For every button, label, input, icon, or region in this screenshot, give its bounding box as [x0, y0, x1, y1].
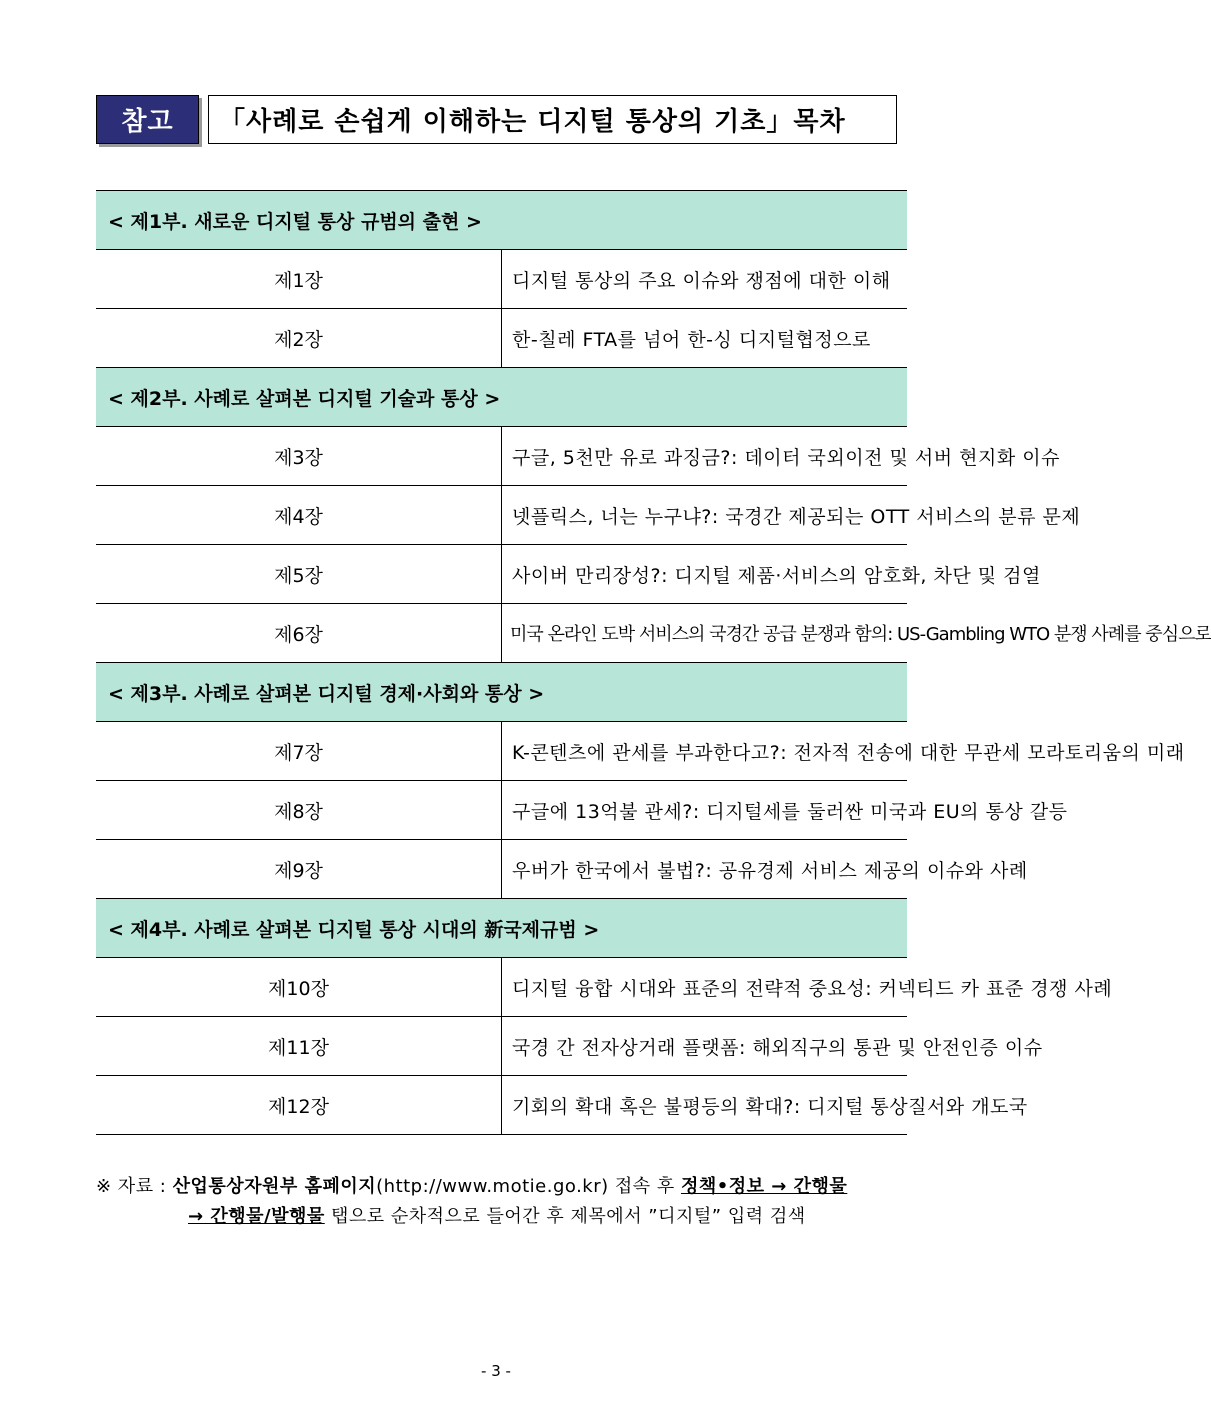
- part-header-row: [96, 663, 907, 722]
- chapter-title: 디지털 융합 시대와 표준의 전략적 중요성: 커넥티드 카 표준 경쟁 사례: [502, 958, 908, 1017]
- page-title: 「사례로 손쉽게 이해하는 디지털 통상의 기초」목차: [208, 95, 897, 144]
- chapter-row: [96, 309, 907, 368]
- chapter-title: K-콘텐츠에 관세를 부과한다고?: 전자적 전송에 대한 무관세 모라토리움의 미래: [502, 722, 908, 781]
- source-org: 산업통상자원부 홈페이지: [172, 1176, 377, 1197]
- chapter-row: [96, 545, 907, 604]
- chapter-number: 제12장: [96, 1076, 502, 1135]
- part-title: < 제4부. 사례로 살펴본 디지털 통상 시대의 新국제규범 >: [96, 899, 907, 958]
- chapter-number: 제7장: [96, 722, 502, 781]
- part-title: < 제2부. 사례로 살펴본 디지털 기술과 통상 >: [96, 368, 907, 427]
- source-mid: 접속 후: [608, 1176, 681, 1197]
- part-header-row: [96, 191, 907, 250]
- chapter-number: 제9장: [96, 840, 502, 899]
- page-number: - 3 -: [481, 1362, 511, 1380]
- part-header-row: [96, 368, 907, 427]
- chapter-row: [96, 958, 907, 1017]
- source-prefix: ※ 자료 :: [96, 1176, 173, 1197]
- reference-badge: 참고: [96, 95, 199, 144]
- chapter-row: [96, 427, 907, 486]
- chapter-number: 제6장: [96, 604, 502, 663]
- part-header-row: [96, 899, 907, 958]
- source-path-1: 정책•정보 → 간행물: [680, 1176, 848, 1197]
- source-suffix: 탭으로 순차적으로 들어간 후 제목에서 ”디지털” 입력 검색: [324, 1206, 806, 1227]
- chapter-row: [96, 840, 907, 899]
- chapter-number: 제2장: [96, 309, 502, 368]
- chapter-title: 디지털 통상의 주요 이슈와 쟁점에 대한 이해: [502, 250, 908, 309]
- chapter-number: 제3장: [96, 427, 502, 486]
- part-title: < 제3부. 사례로 살펴본 디지털 경제·사회와 통상 >: [96, 663, 907, 722]
- chapter-number: 제8장: [96, 781, 502, 840]
- chapter-title: 기회의 확대 혹은 불평등의 확대?: 디지털 통상질서와 개도국: [502, 1076, 908, 1135]
- chapter-row: [96, 486, 907, 545]
- chapter-row: [96, 1076, 907, 1135]
- chapter-row: [96, 722, 907, 781]
- source-note: [96, 1172, 896, 1232]
- chapter-title: 국경 간 전자상거래 플랫폼: 해외직구의 통관 및 안전인증 이슈: [502, 1017, 908, 1076]
- chapter-title: 한-칠레 FTA를 넘어 한-싱 디지털협정으로: [502, 309, 908, 368]
- chapter-number: 제4장: [96, 486, 502, 545]
- chapter-title: 구글, 5천만 유로 과징금?: 데이터 국외이전 및 서버 현지화 이슈: [502, 427, 908, 486]
- source-url[interactable]: (http://www.motie.go.kr): [376, 1176, 609, 1197]
- chapter-title: 우버가 한국에서 불법?: 공유경제 서비스 제공의 이슈와 사례: [502, 840, 908, 899]
- chapter-title: 미국 온라인 도박 서비스의 국경간 공급 분쟁과 함의: US-Gambling WTO 분쟁 사례를 중심으로: [502, 604, 908, 663]
- table-of-contents: [96, 190, 1211, 1135]
- part-title: < 제1부. 새로운 디지털 통상 규범의 출현 >: [96, 191, 907, 250]
- chapter-row: [96, 1017, 907, 1076]
- chapter-number: 제5장: [96, 545, 502, 604]
- page-header: [96, 95, 897, 146]
- chapter-title: 사이버 만리장성?: 디지털 제품·서비스의 암호화, 차단 및 검열: [502, 545, 908, 604]
- source-line-2: [96, 1202, 896, 1232]
- chapter-number: 제1장: [96, 250, 502, 309]
- chapter-row: [96, 250, 907, 309]
- chapter-number: 제10장: [96, 958, 502, 1017]
- source-path-2: → 간행물/발행물: [188, 1206, 325, 1227]
- chapter-title: 구글에 13억불 관세?: 디지털세를 둘러싼 미국과 EU의 통상 갈등: [502, 781, 908, 840]
- source-line-1: [96, 1172, 896, 1202]
- chapter-title: 넷플릭스, 너는 누구냐?: 국경간 제공되는 OTT 서비스의 분류 문제: [502, 486, 908, 545]
- chapter-row: [96, 604, 907, 663]
- chapter-row: [96, 781, 907, 840]
- chapter-number: 제11장: [96, 1017, 502, 1076]
